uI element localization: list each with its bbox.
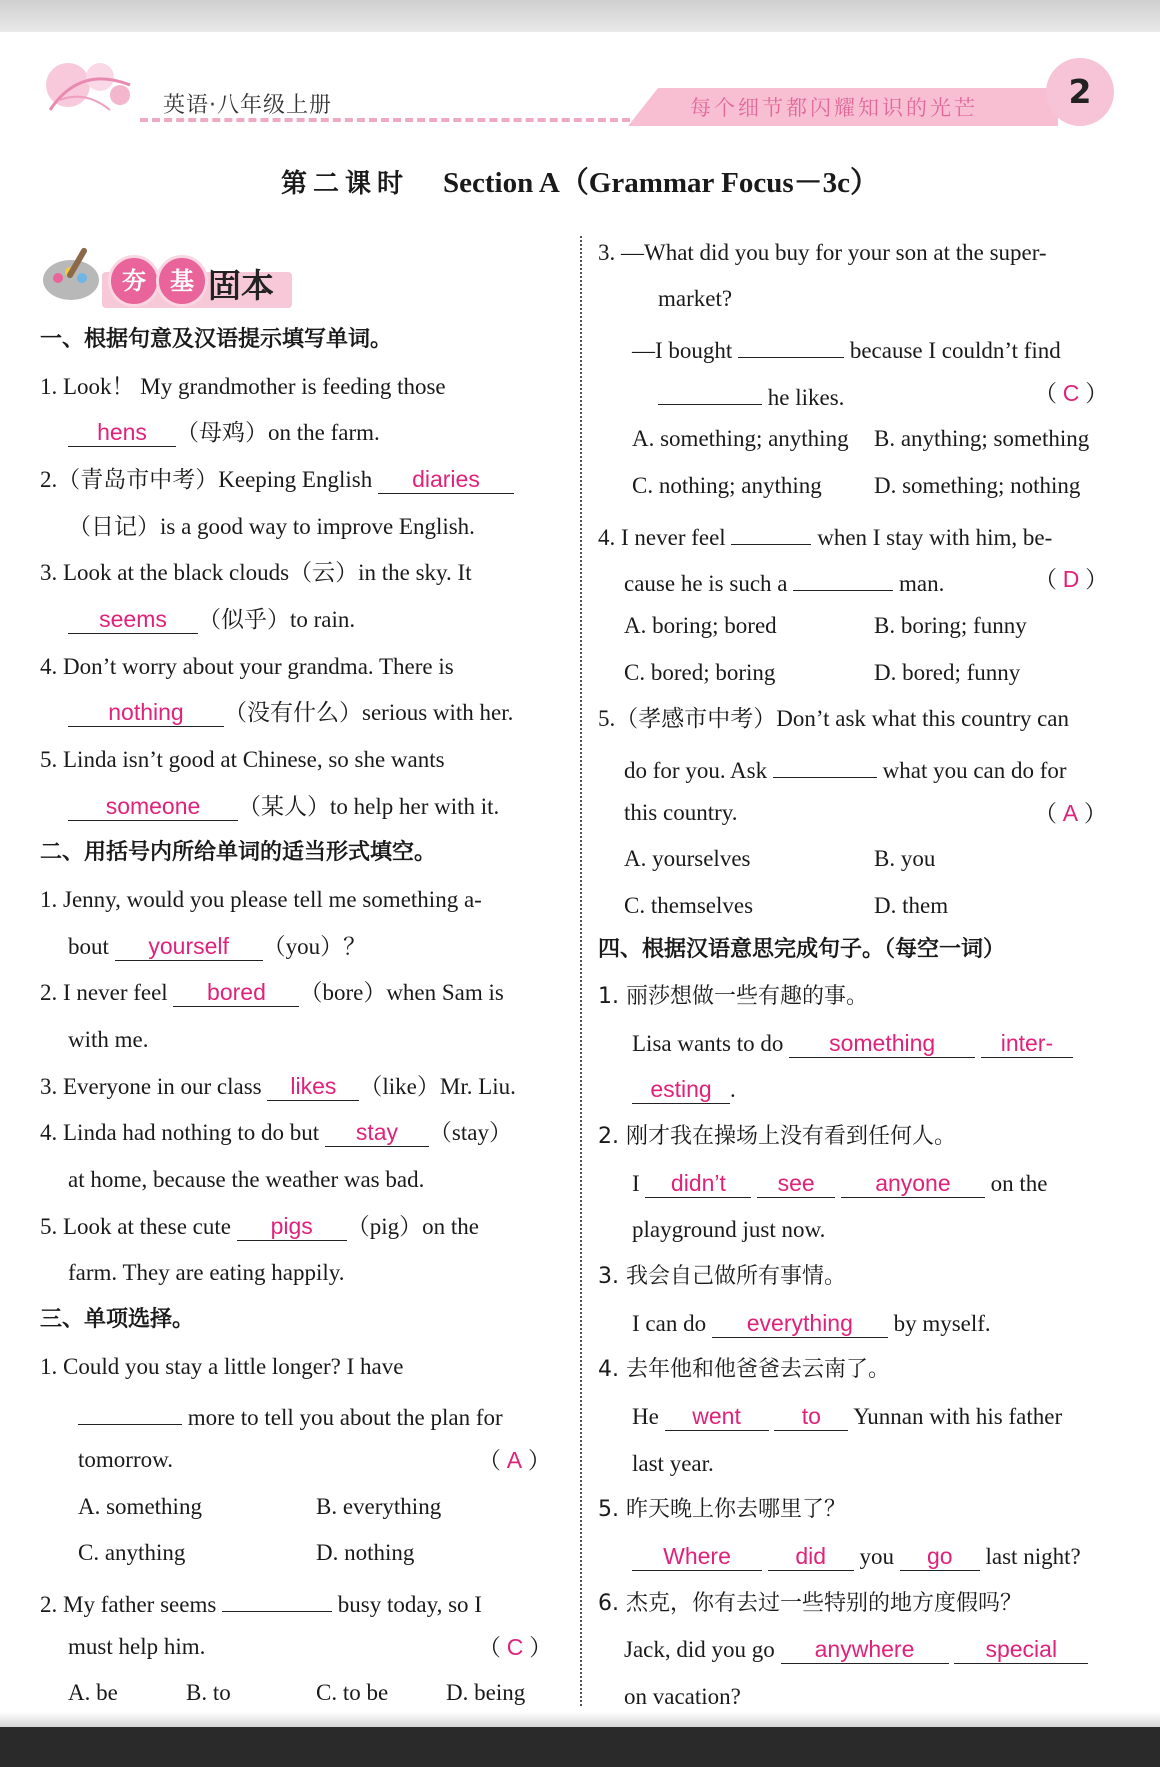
blank-line xyxy=(731,518,811,545)
s4-q1-line2: esting . xyxy=(632,1075,736,1105)
s4-q4-line1: He went to Yunnan with his father xyxy=(632,1403,1063,1429)
option: B. everything xyxy=(316,1494,442,1519)
option: B. boring; funny xyxy=(874,613,1027,638)
blank-line xyxy=(222,1585,332,1612)
bottom-edge xyxy=(0,1727,1160,1767)
answer-blank: didn’t xyxy=(645,1169,751,1198)
answer-blank: something xyxy=(789,1029,975,1058)
s2-heading: 二、用括号内所给单词的适当形式填空。 xyxy=(40,840,437,865)
s4-q6-chinese: 6. 杰克，你有去过一些特别的地方度假吗？ xyxy=(598,1591,1022,1616)
s4-q4-chinese: 4. 去年他和他爸爸去云南了。 xyxy=(598,1357,890,1382)
s1-q5-line1: 5. Linda isn’t good at Chinese, so she wants xyxy=(40,747,445,772)
s1-q3-line1: 3. Look at the black clouds（云）in the sky. It xyxy=(40,560,472,585)
s1-q3-line2: seems （似乎）to rain. xyxy=(68,605,355,635)
badge-char-1: 夯 xyxy=(108,255,160,307)
s3-q4-answer: （ D ） xyxy=(1034,566,1109,592)
s2-q1-line2: bout yourself （you）？ xyxy=(68,933,367,959)
s3-q2-line1: 2. My father seems busy today, so I xyxy=(40,1585,482,1620)
s3-q3-answer: （ C ） xyxy=(1034,380,1109,406)
answer-blank: bored xyxy=(173,978,299,1007)
page-title xyxy=(0,160,1160,201)
s3-q5-line3: this country. xyxy=(624,800,738,825)
option: C. nothing; anything xyxy=(632,473,822,498)
blank-line xyxy=(78,1398,182,1425)
answer-blank: someone xyxy=(68,792,238,821)
s3-q3-line1: 3. —What did you buy for your son at the super- xyxy=(598,240,1047,265)
option: B. anything; something xyxy=(874,426,1090,451)
answer-blank: everything xyxy=(712,1309,888,1338)
s4-q5-chinese: 5. 昨天晚上你去哪里了？ xyxy=(598,1497,846,1522)
s3-q5-line2: do for you. Ask what you can do for xyxy=(624,751,1067,786)
s4-q4-line2: last year. xyxy=(632,1451,714,1476)
option: D. being xyxy=(446,1680,526,1705)
s1-q2-line2: （日记）is a good way to improve English. xyxy=(68,514,475,539)
answer-blank: likes xyxy=(267,1072,359,1101)
option: A. be xyxy=(68,1680,118,1705)
answer-blank: esting xyxy=(632,1075,730,1104)
section-title: Section A（Grammar Focus－3c） xyxy=(442,167,880,199)
top-edge xyxy=(0,0,1160,32)
answer-blank: anywhere xyxy=(781,1635,949,1664)
s2-q4-line2: at home, because the weather was bad. xyxy=(68,1167,425,1192)
s4-q2-line2: playground just now. xyxy=(632,1217,826,1242)
s3-q2-answer: （ C ） xyxy=(478,1634,553,1660)
option: D. bored; funny xyxy=(874,660,1021,685)
bottom-shadow xyxy=(0,1712,1160,1727)
badge-char-2: 基 xyxy=(156,255,208,307)
flower-ornament-icon xyxy=(40,55,140,125)
lesson-number: 第二课时 xyxy=(280,169,409,199)
s1-q5-line2: someone （某人）to help her with it. xyxy=(68,792,499,822)
option: C. to be xyxy=(316,1680,389,1705)
s1-q2-line1: 2.（青岛市中考）Keeping English diaries xyxy=(40,465,514,495)
page-number: 2 xyxy=(1046,58,1114,126)
answer-blank: stay xyxy=(325,1118,429,1147)
answer-blank: see xyxy=(757,1169,835,1198)
answer-blank: yourself xyxy=(115,932,263,961)
s4-q6-line2: on vacation? xyxy=(624,1684,741,1709)
s1-heading: 一、根据句意及汉语提示填写单词。 xyxy=(40,327,393,352)
option: C. anything xyxy=(78,1540,186,1565)
book-title: 英语·八年级上册 xyxy=(163,93,332,118)
s3-q3-line4: he likes. xyxy=(658,378,844,413)
s4-q1-line1: Lisa wants to do something inter- xyxy=(632,1029,1073,1059)
s3-q4-line1: 4. I never feel when I stay with him, be- xyxy=(598,518,1052,553)
s3-q1-line1: 1. Could you stay a little longer? I have xyxy=(40,1354,404,1379)
s2-q1-line1: 1. Jenny, would you please tell me something a- xyxy=(40,887,482,912)
answer-blank: to xyxy=(774,1402,848,1431)
blank-line xyxy=(658,378,762,405)
s3-heading: 三、单项选择。 xyxy=(40,1307,195,1332)
s4-q1-chinese: 1. 丽莎想做一些有趣的事。 xyxy=(598,984,868,1009)
answer-blank: go xyxy=(900,1542,980,1571)
s3-q4-line2: cause he is such a man. xyxy=(624,564,944,599)
answer-blank: nothing xyxy=(68,698,224,727)
answer-blank: Where xyxy=(632,1542,762,1571)
s2-q3-line: 3. Everyone in our class likes （like）Mr. Liu. xyxy=(40,1073,516,1099)
s3-q3-line3: —I bought because I couldn’t find xyxy=(632,331,1061,366)
option: B. to xyxy=(186,1680,231,1705)
option: A. something xyxy=(78,1494,202,1519)
option: C. themselves xyxy=(624,893,754,918)
option: D. something; nothing xyxy=(874,473,1081,498)
badge-text: 固本 xyxy=(208,266,274,305)
column-divider xyxy=(580,236,582,1706)
answer-blank: special xyxy=(954,1635,1088,1664)
s1-q1-line1: 1. Look！ My grandmother is feeding those xyxy=(40,374,446,399)
s4-q6-line1: Jack, did you go anywhere special xyxy=(624,1635,1088,1665)
motto-text: 每个细节都闪耀知识的光芒 xyxy=(690,96,978,120)
s3-q5-answer: （ A ） xyxy=(1034,800,1107,826)
option: A. something; anything xyxy=(632,426,849,451)
s2-q5-line1: 5. Look at these cute pigs （pig）on the xyxy=(40,1213,479,1239)
answer-blank: seems xyxy=(68,605,198,634)
blank-line xyxy=(793,564,893,591)
s2-q4-line1: 4. Linda had nothing to do but stay （stay） xyxy=(40,1119,512,1145)
answer-blank: did xyxy=(768,1542,854,1571)
s2-q2-line1: 2. I never feel bored （bore）when Sam is xyxy=(40,979,504,1005)
s4-q3-line: I can do everything by myself. xyxy=(632,1310,991,1336)
s1-q4-line1: 4. Don’t worry about your grandma. There is xyxy=(40,654,454,679)
s1-q4-line2: nothing （没有什么）serious with her. xyxy=(68,698,513,728)
option: A. boring; bored xyxy=(624,613,777,638)
s3-q2-line2: must help him. xyxy=(68,1634,206,1659)
answer-blank: went xyxy=(665,1402,769,1431)
option: D. them xyxy=(874,893,949,918)
s2-q5-line2: farm. They are eating happily. xyxy=(68,1260,345,1285)
answer-blank: hens xyxy=(68,418,176,447)
palette-icon xyxy=(40,242,102,304)
option: D. nothing xyxy=(316,1540,415,1565)
s4-heading: 四、根据汉语意思完成句子。（每空一词） xyxy=(598,937,1006,962)
s3-q1-line3: tomorrow. xyxy=(78,1447,173,1472)
blank-line xyxy=(738,331,844,358)
answer-blank: anyone xyxy=(841,1169,985,1198)
s4-q2-line1: I didn’t see anyone on the xyxy=(632,1170,1048,1196)
answer-blank: pigs xyxy=(237,1212,347,1241)
s4-q5-line: Where did you go last night? xyxy=(632,1542,1081,1572)
s4-q2-chinese: 2. 刚才我在操场上没有看到任何人。 xyxy=(598,1124,956,1149)
option: A. yourselves xyxy=(624,846,751,871)
answer-blank: inter- xyxy=(981,1029,1073,1058)
option: B. you xyxy=(874,846,936,871)
header-dashed-line xyxy=(140,118,630,122)
answer-blank: diaries xyxy=(378,465,514,494)
s3-q1-line2: more to tell you about the plan for xyxy=(78,1398,503,1433)
s3-q5-line1: 5.（孝感市中考）Don’t ask what this country can xyxy=(598,706,1070,731)
s1-q1-line2: hens （母鸡）on the farm. xyxy=(68,418,380,448)
s3-q1-answer: （ A ） xyxy=(478,1447,551,1473)
s2-q2-line2: with me. xyxy=(68,1027,149,1052)
s4-q3-chinese: 3. 我会自己做所有事情。 xyxy=(598,1264,846,1289)
option: C. bored; boring xyxy=(624,660,776,685)
s3-q3-line2: market? xyxy=(658,286,733,311)
blank-line xyxy=(773,751,877,778)
